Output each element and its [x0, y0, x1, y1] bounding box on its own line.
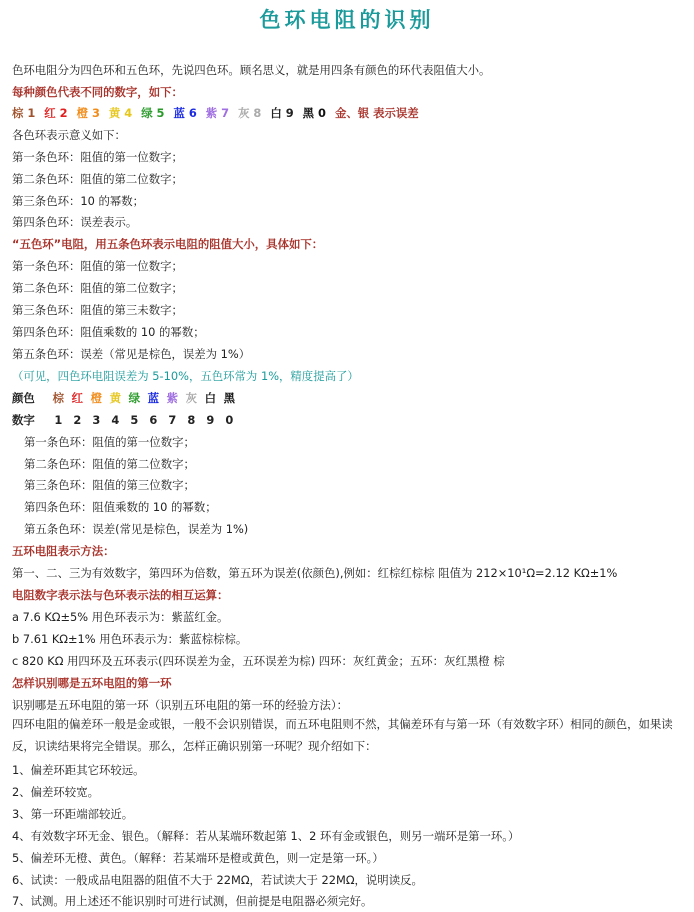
five-band-2: 第二条色环：阻值的第二位数字； [12, 281, 183, 295]
five-band-repeat-1: 第一条色环：阻值的第一位数字； [24, 435, 195, 449]
tolerance-label: 金、银 表示误差 [334, 106, 419, 120]
table-number-cell: 6 [149, 413, 158, 427]
mutual-a: a 7.6 KΩ±5% 用色环表示为：紫蓝红金。 [12, 610, 229, 624]
color-code-item: 灰 8 [238, 106, 262, 120]
table-number-cell: 1 [54, 413, 63, 427]
table-number-list [49, 413, 239, 427]
table-color-cell: 蓝 [147, 391, 159, 405]
tip-6: 6、试读：一般成品电阻器的阻值不大于 22MΩ，若试读大于 22MΩ，说明读反。 [12, 873, 423, 887]
four-band-2: 第二条色环：阻值的第二位数字； [12, 172, 183, 186]
table-color-row [12, 390, 239, 406]
table-color-cell: 黄 [109, 391, 121, 405]
table-color-cell: 绿 [128, 391, 140, 405]
table-color-cell: 橙 [90, 391, 102, 405]
table-number-cell: 7 [168, 413, 177, 427]
five-band-heading: “五色环”电阻，用五条色环表示电阻的阻值大小，具体如下： [12, 237, 324, 251]
table-color-cell: 灰 [185, 391, 197, 405]
table-color-cell: 黑 [223, 391, 235, 405]
color-code-list [12, 106, 335, 120]
tip-4: 4、有效数字环无金、银色。（解释：若从某端环数起第 1、2 环有金或银色，则另一端环是第一环。） [12, 829, 520, 843]
table-number-cell: 9 [206, 413, 215, 427]
five-band-repeat-5: 第五条色环：误差(常见是棕色，误差为 1%) [24, 522, 249, 536]
color-code-row [12, 105, 419, 121]
four-band-4: 第四条色环：误差表示。 [12, 215, 138, 229]
table-number-cell: 3 [92, 413, 101, 427]
tip-2: 2、偏差环较宽。 [12, 785, 99, 799]
color-code-item: 蓝 6 [173, 106, 197, 120]
table-number-row [12, 412, 239, 428]
page-title: 色环电阻的识别 [259, 7, 435, 32]
four-band-heading: 各色环表示意义如下： [12, 128, 126, 142]
precision-note: （可见，四色环电阻误差为 5-10%，五色环常为 1%，精度提高了） [12, 369, 359, 383]
five-band-4: 第四条色环：阻值乘数的 10 的幂数； [12, 325, 205, 339]
identify-subheading: 识别哪是五环电阻的第一环（识别五环电阻的第一环的经验方法）： [12, 698, 349, 712]
tip-7: 7、试测。用上述还不能识别时可进行试测，但前提是电阻器必须完好。 [12, 894, 373, 908]
table-number-cell: 0 [225, 413, 234, 427]
table-number-label: 数字 [12, 413, 35, 427]
table-color-cell: 棕 [52, 391, 64, 405]
color-code-item: 绿 5 [141, 106, 165, 120]
table-color-label: 颜色 [12, 391, 35, 405]
identify-heading: 怎样识别哪是五环电阻的第一环 [12, 676, 172, 690]
tip-1: 1、偏差环距其它环较远。 [12, 763, 145, 777]
five-band-repeat-3: 第三条色环：阻值的第三位数字； [24, 478, 195, 492]
mutual-b: b 7.61 KΩ±1% 用色环表示为：紫蓝棕棕棕。 [12, 632, 248, 646]
tip-5: 5、偏差环无橙、黄色。（解释：若某端环是橙或黄色，则一定是第一环。） [12, 851, 384, 865]
table-number-cell: 2 [73, 413, 82, 427]
five-band-1: 第一条色环：阻值的第一位数字； [12, 259, 183, 273]
table-color-cell: 紫 [166, 391, 178, 405]
intro-text: 色环电阻分为四色环和五色环，先说四色环。顾名思义，就是用四条有颜色的环代表阻值大小。 [12, 63, 491, 77]
table-number-cell: 5 [130, 413, 139, 427]
color-code-item: 黄 4 [108, 106, 133, 120]
method-text: 第一、二、三为有效数字，第四环为倍数，第五环为误差(依颜色),例如：红棕红棕棕 阻值为 212×10¹Ω=2.12 KΩ±1% [12, 566, 618, 580]
tip-3: 3、第一环距端部较近。 [12, 807, 134, 821]
method-heading: 五环电阻表示方法： [12, 544, 115, 558]
table-color-cell: 红 [71, 391, 83, 405]
color-heading: 每种颜色代表不同的数字，如下： [12, 85, 183, 99]
color-code-item: 白 9 [270, 106, 294, 120]
mutual-c: c 820 KΩ 用四环及五环表示(四环误差为金，五环误差为棕) 四环：灰红黄金；五环：灰红黑橙 棕 [12, 654, 505, 668]
five-band-3: 第三条色环：阻值的第三未数字； [12, 303, 183, 317]
five-band-repeat-4: 第四条色环：阻值乘数的 10 的幂数； [24, 500, 217, 514]
table-color-cell: 白 [204, 391, 216, 405]
table-number-cell: 4 [111, 413, 120, 427]
identify-paragraph: 四环电阻的偏差环一般是金或银，一般不会识别错误，而五环电阻则不然，其偏差环有与第一环（有效数字环）相同的颜色，如果读反，识读结果将完全错误。那么，怎样正确识别第一环呢？现介绍如下： [12, 717, 673, 753]
four-band-3: 第三条色环：10 的幂数； [12, 194, 145, 208]
table-number-cell: 8 [187, 413, 196, 427]
color-code-item: 红 2 [44, 106, 68, 120]
color-code-item: 橙 3 [76, 106, 100, 120]
color-code-item: 黑 0 [302, 106, 326, 120]
color-code-item: 棕 1 [12, 106, 36, 120]
table-color-list [49, 391, 239, 405]
five-band-5: 第五条色环：误差（常见是棕色，误差为 1%） [12, 347, 251, 361]
color-code-item: 紫 7 [205, 106, 230, 120]
mutual-heading: 电阻数字表示法与色环表示法的相互运算： [12, 588, 229, 602]
four-band-1: 第一条色环：阻值的第一位数字； [12, 150, 183, 164]
five-band-repeat-2: 第二条色环：阻值的第二位数字； [24, 457, 195, 471]
